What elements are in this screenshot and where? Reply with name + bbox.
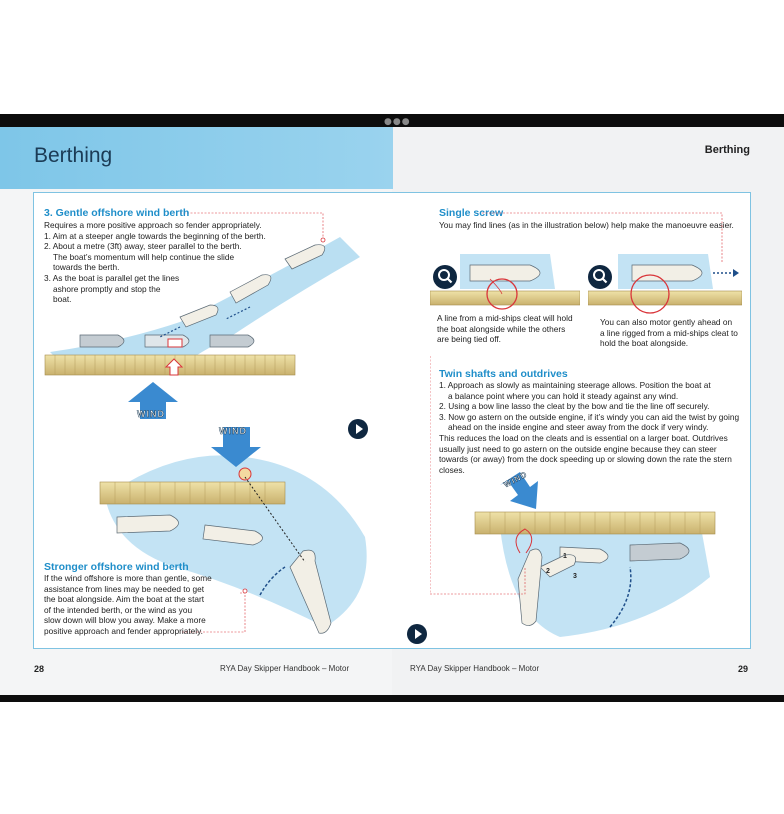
- wind-label: WIND: [219, 426, 247, 436]
- body-line: boat.: [53, 294, 72, 305]
- book-spread: [0, 127, 784, 695]
- page-title: Berthing: [34, 144, 113, 167]
- wind-label: WIND: [502, 469, 529, 490]
- body-line: assistance from lines may be needed to get: [44, 583, 205, 594]
- page-number-left: 28: [34, 664, 45, 674]
- footer-right: RYA Day Skipper Handbook – Motor: [410, 664, 540, 673]
- body-line: ahead on the inside engine and steer away from the dock if very windy.: [448, 422, 709, 433]
- body-line: the boat alongside. Aim the boat at the start: [44, 594, 205, 605]
- body-line: closes.: [439, 464, 465, 475]
- caption-line: You can also motor gently ahead on: [600, 317, 733, 327]
- caption-line: the boat alongside while the others: [437, 323, 566, 334]
- section-body: [44, 573, 212, 637]
- wind-label: WIND: [137, 409, 165, 419]
- body-line: This reduces the load on the cleats and is essential on a larger boat. Outdrives: [439, 432, 728, 443]
- caption-line: hold the boat alongside.: [600, 338, 689, 349]
- body-line: 1. Approach as slowly as maintaining steerage allows. Position the boat at: [439, 380, 711, 390]
- section-body: [44, 220, 266, 305]
- body-line: 2. About a metre (3ft) away, steer parallel to the berth.: [44, 241, 242, 252]
- body-line: If the wind offshore is more than gentle, some: [44, 573, 212, 583]
- page-number-right: 29: [738, 664, 749, 674]
- body-line: slow down will blow you away. Make a more: [44, 615, 206, 626]
- section-heading: Twin shafts and outdrives: [439, 368, 568, 380]
- body-line: 2. Using a bow line lasso the cleat by the bow and tie the line off securely.: [439, 401, 710, 412]
- step-marker: 2: [546, 568, 550, 575]
- running-head: Berthing: [704, 144, 750, 156]
- body-line: positive approach and fender appropriately.: [44, 625, 203, 636]
- body-line: usually just need to go astern on the outside engine because they can steer: [439, 443, 717, 454]
- body-line: 3. As the boat is parallel get the lines: [44, 272, 180, 283]
- body-line: 3. Now go astern on the outside engine, if it’s windy you can aid the twist by going: [439, 411, 740, 422]
- ellipsis-icon[interactable]: ●●●: [384, 117, 411, 127]
- body-line: ashore promptly and stop the: [53, 283, 161, 294]
- leader-lines-right: [430, 212, 730, 602]
- body-line: Requires a more positive approach so fender appropriately.: [44, 220, 262, 230]
- body-line: towards the berth.: [53, 262, 120, 273]
- body-line: You may find lines (as in the illustration below) help make the manoeuvre easier.: [439, 220, 734, 230]
- section-heading: Stronger offshore wind berth: [44, 561, 189, 573]
- play-icon[interactable]: [407, 624, 427, 644]
- body-line: of the intended berth, or the wind as you: [44, 604, 193, 615]
- step-marker: 3: [573, 573, 577, 580]
- body-line: towards (or away) from the dock speeding up or slowing down the rate the stern: [439, 454, 732, 465]
- footer-left: RYA Day Skipper Handbook – Motor: [220, 664, 350, 673]
- body-line: The boat’s momentum will help continue the slide: [53, 251, 235, 262]
- caption-line: A line from a mid-ships cleat will hold: [437, 313, 573, 323]
- play-icon[interactable]: [348, 419, 368, 439]
- section-heading: Single screw: [439, 207, 504, 219]
- caption-line: a line rigged from a mid-ships cleat to: [600, 327, 738, 338]
- section-heading: 3. Gentle offshore wind berth: [44, 207, 190, 219]
- step-marker: 1: [563, 553, 567, 560]
- caption-line: are being tied off.: [437, 334, 501, 345]
- body-line: a balance point where you can hold it steady against any wind.: [448, 390, 679, 401]
- body-line: 1. Aim at a steeper angle towards the beginning of the berth.: [44, 230, 266, 241]
